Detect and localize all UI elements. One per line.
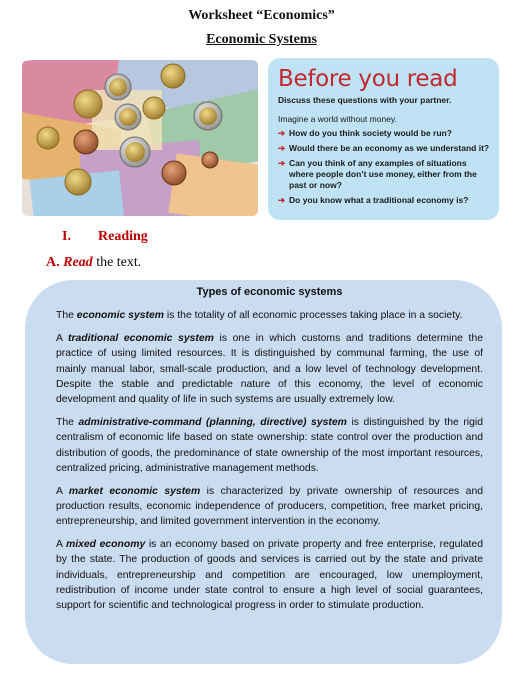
text-paragraph [56,331,483,407]
arrow-icon: ➔ [278,128,286,138]
discussion-question [278,143,491,154]
text-paragraph [56,415,483,476]
text-heading: Types of economic systems [196,286,343,298]
arrow-icon: ➔ [278,143,286,153]
worksheet-subtitle: Economic Systems [206,32,317,47]
paragraph-lead: The [56,417,79,429]
paragraph-lead: The [56,310,77,322]
paragraph-body: is one in which customs and traditions determine the practice of using limited resources. It is distinguished by communal farming, the use of mainly manual labor, small-scale production, and a low level of technology development. Despite the stable and predictable nature of this economy, the level of economic development and quality of life in such systems are usually extremely low. [56,333,483,406]
text-paragraph [56,537,483,613]
before-you-read-title: Before you read [278,66,458,92]
task-rest: the text. [96,255,142,270]
worksheet-title: Worksheet “Economics” [188,8,335,23]
key-term: economic system [76,310,165,322]
paragraph-lead: A [56,485,69,497]
question-text: Can you think of any examples of situations where people don’t use money, either from the past or now? [289,158,477,190]
paragraph-lead: A [56,333,69,345]
task-instruction [46,255,141,271]
discussion-question [278,195,491,206]
question-text: Do you know what a traditional economy is? [289,195,469,205]
arrow-icon: ➔ [278,158,286,168]
paragraph-body: is characterized by private ownership of resources and production results, economic independence of producers, competition, free market pricing, entrepreneurship, and limited government intervention in the economy. [56,485,483,528]
question-text: Would there be an economy as we understand it? [289,143,490,153]
paragraph-body: is the totality of all economic processes taking place in a society. [164,310,463,322]
before-you-read-lead: Discuss these questions with your partner. [278,95,452,105]
before-you-read-box [268,58,499,220]
task-letter: A. [46,255,60,270]
task-verb: Read [63,255,93,270]
arrow-icon: ➔ [278,195,286,205]
key-term: market economic system [68,485,201,497]
key-term: traditional economic system [68,333,214,345]
question-text: How do you think society would be run? [289,128,452,138]
section-title: Reading [98,229,148,244]
section-heading [62,229,148,245]
key-term: mixed economy [65,539,146,551]
key-term: administrative-command (planning, directive) system [78,417,347,429]
discussion-question [278,128,491,139]
text-paragraph [56,484,483,530]
text-paragraph [56,308,483,323]
paragraph-body: is an economy based on private property and free enterprise, regulated by the state. The production of goods and services is carried out by the state and private individuals, entrepreneurship and competition are encouraged, low unemployment, redistribution of income under state control to ensure a high level of social guarantees, support for scientific and technological progress in order to stimulate production. [56,539,483,612]
discussion-question [278,158,491,191]
paragraph-lead: A [56,539,66,551]
euro-money-photo [22,60,258,216]
before-you-read-intro: Imagine a world without money. [278,114,397,124]
paragraph-body: is distinguished by the rigid centralism of economic life based on state ownership: state control over the production and distribution of goods, the predominance of state ownership of the most important resources, centralized pricing, administrative management methods. [56,417,483,474]
reading-text-box [25,280,502,664]
section-number: I. [62,229,71,244]
euro-money-illustration [22,60,258,216]
